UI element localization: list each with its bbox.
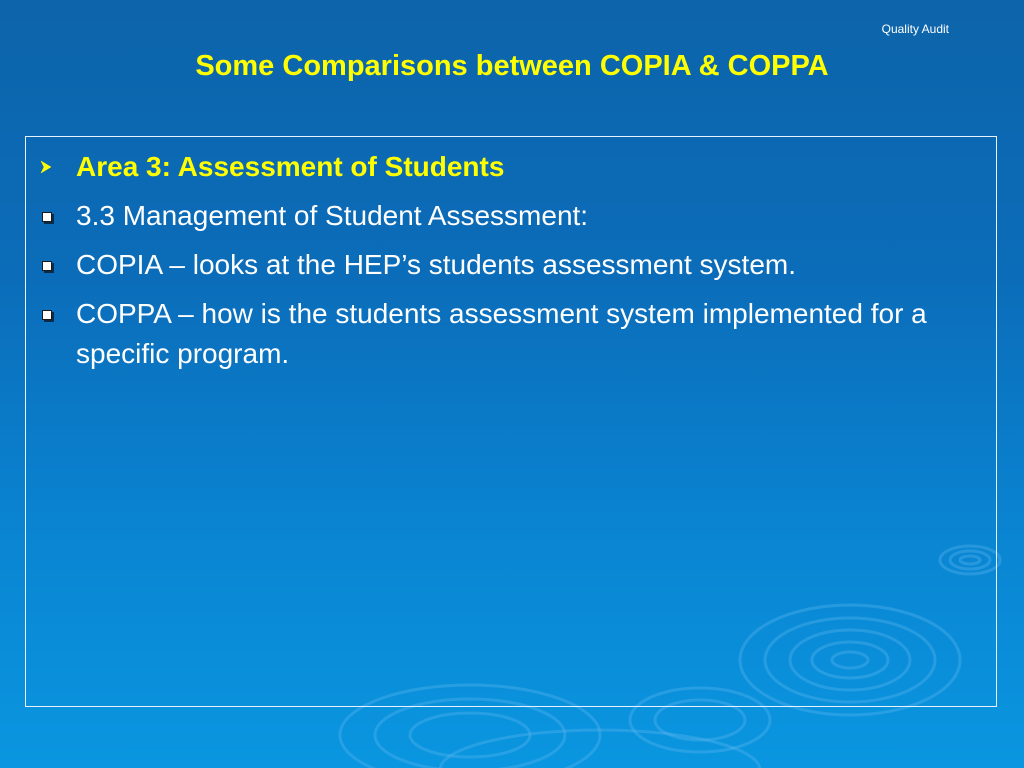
arrow-bullet-icon	[38, 147, 68, 187]
bullet-item	[38, 245, 978, 285]
bullet-list	[38, 147, 978, 383]
bullet-item-text: COPIA – looks at the HEP’s students assessment system.	[76, 249, 797, 280]
bullet-item	[38, 196, 978, 236]
bullet-item-text: 3.3 Management of Student Assessment:	[76, 200, 589, 231]
content-box	[25, 136, 997, 707]
header-tag: Quality Audit	[881, 22, 949, 36]
slide-title: Some Comparisons between COPIA & COPPA	[195, 50, 829, 82]
bullet-item	[38, 294, 978, 374]
bullet-item-text: COPPA – how is the students assessment system implemented for a specific program.	[76, 298, 927, 369]
bullet-heading-text: Area 3: Assessment of Students	[76, 151, 505, 182]
square-bullet-icon	[38, 294, 68, 334]
square-bullet-icon	[38, 196, 68, 236]
bullet-heading	[38, 147, 978, 187]
square-bullet-icon	[38, 245, 68, 285]
